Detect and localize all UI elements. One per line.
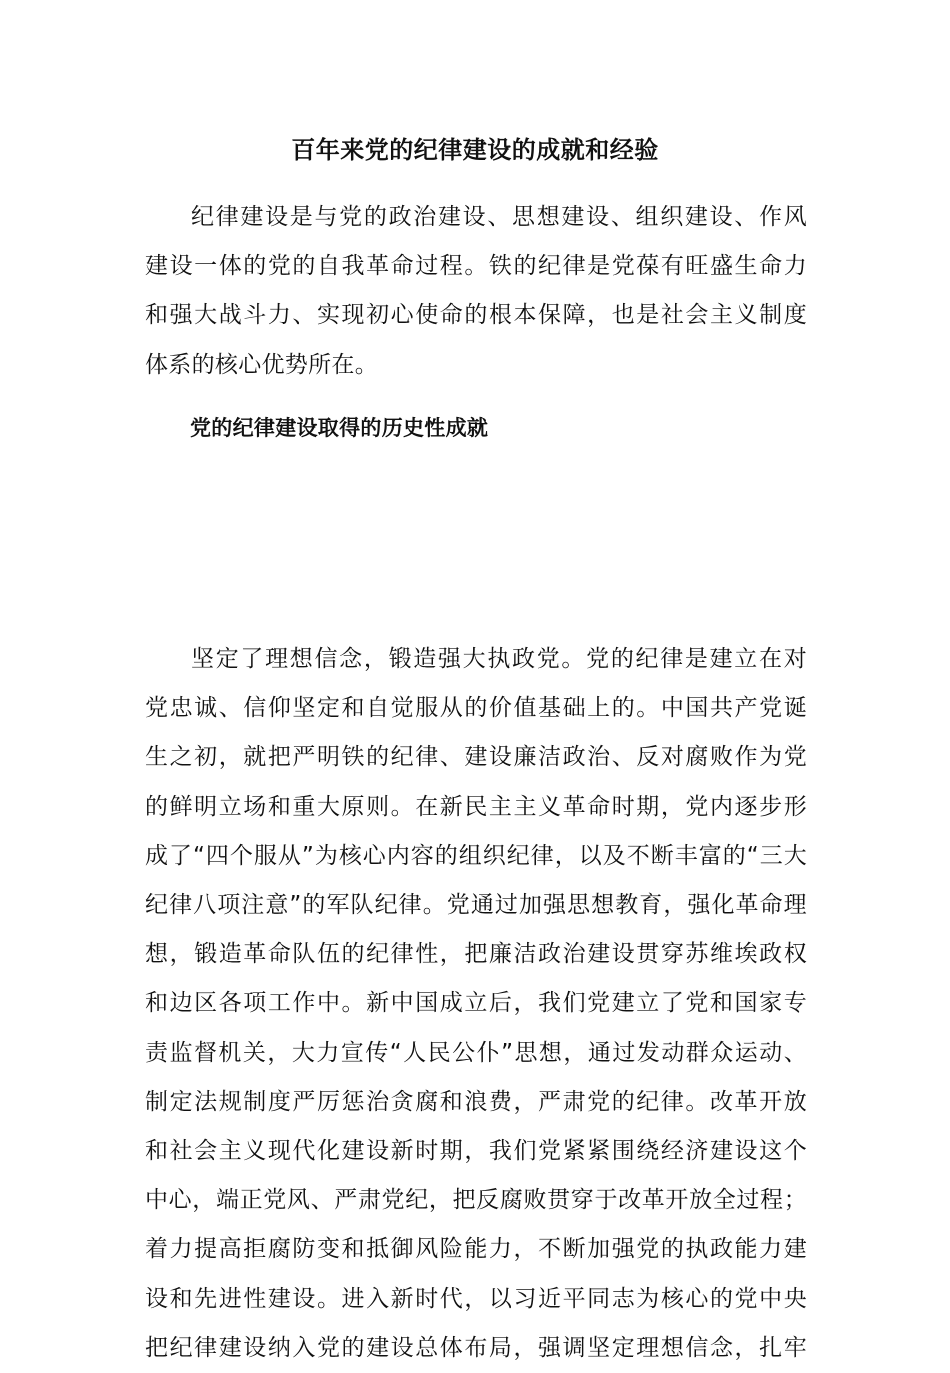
section-heading: 党的纪律建设取得的历史性成就 (190, 416, 489, 440)
paragraph-line: 纪律八项注意”的军队纪律。党通过加强思想教育，强化革命理 (145, 892, 807, 919)
body-paragraph (145, 635, 807, 1373)
paragraph-line: 责监督机关，大力宣传“人民公仆”思想，通过发动群众运动、 (145, 1039, 807, 1066)
paragraph-line: 和社会主义现代化建设新时期，我们党紧紧围绕经济建设这个 (145, 1138, 807, 1165)
paragraph-line: 把纪律建设纳入党的建设总体布局，强调坚定理想信念，扎牢 (145, 1334, 807, 1361)
paragraph-line: 中心，端正党风、严肃党纪，把反腐败贯穿于改革开放全过程； (145, 1187, 807, 1214)
paragraph-line: 的鲜明立场和重大原则。在新民主主义革命时期，党内逐步形 (145, 793, 807, 820)
paragraph-line: 着力提高拒腐防变和抵御风险能力，不断加强党的执政能力建 (145, 1236, 807, 1263)
paragraph-line: 制定法规制度严厉惩治贪腐和浪费，严肃党的纪律。改革开放 (145, 1088, 807, 1115)
paragraph-line: 建设一体的党的自我革命过程。铁的纪律是党葆有旺盛生命力 (145, 253, 807, 280)
paragraph-line: 党忠诚、信仰坚定和自觉服从的价值基础上的。中国共产党诞 (145, 695, 807, 722)
paragraph-line: 和强大战斗力、实现初心使命的根本保障，也是社会主义制度 (145, 302, 807, 329)
paragraph-line: 体系的核心优势所在。 (145, 351, 378, 378)
paragraph-line: 成了“四个服从”为核心内容的组织纪律，以及不断丰富的“三大 (145, 842, 807, 869)
paragraph-line: 设和先进性建设。进入新时代，以习近平同志为核心的党中央 (145, 1285, 807, 1312)
paragraph-line: 和边区各项工作中。新中国成立后，我们党建立了党和国家专 (145, 990, 807, 1017)
paragraph-line: 生之初，就把严明铁的纪律、建设廉洁政治、反对腐败作为党 (145, 744, 807, 771)
paragraph-line: 坚定了理想信念，锻造强大执政党。党的纪律是建立在对 (191, 646, 807, 672)
intro-paragraph (145, 193, 807, 390)
paragraph-line: 纪律建设是与党的政治建设、思想建设、组织建设、作风 (191, 204, 807, 230)
paragraph-line: 想，锻造革命队伍的纪律性，把廉洁政治建设贯穿苏维埃政权 (145, 941, 807, 968)
document-title: 百年来党的纪律建设的成就和经验 (291, 136, 659, 164)
